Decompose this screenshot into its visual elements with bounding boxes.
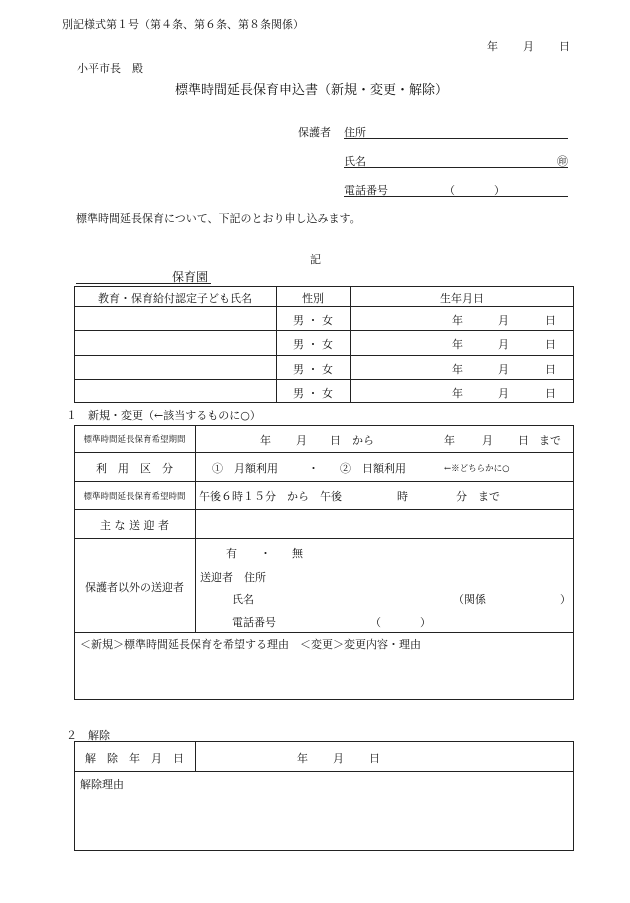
time-label: 標準時間延長保育希望時間 xyxy=(83,492,186,502)
period-year-1: 年 xyxy=(260,434,271,447)
other-yes[interactable]: 有 xyxy=(226,547,237,560)
birth-year-1: 年 xyxy=(452,314,463,327)
other-phone-open: （ xyxy=(370,616,381,629)
header-gender: 性別 xyxy=(302,292,324,305)
period-day-2: 日 xyxy=(518,434,529,447)
other-phone-close: ） xyxy=(420,616,431,629)
cancel-date-label: 解 除 年 月 日 xyxy=(85,752,184,765)
birth-day-1: 日 xyxy=(545,314,556,327)
section2-title: ２ 解除 xyxy=(66,729,110,742)
intro-text: 標準時間延長保育について、下記のとおり申し込みます。 xyxy=(76,212,361,225)
other-escort-phone: 電話番号 xyxy=(232,616,276,629)
reason-input[interactable] xyxy=(77,652,571,698)
other-relation-close: ） xyxy=(560,593,571,606)
cancel-reason-input[interactable] xyxy=(77,792,571,848)
ki-heading: 記 xyxy=(310,253,321,266)
birth-day-2: 日 xyxy=(545,338,556,351)
period-until: まで xyxy=(539,434,561,447)
cancel-year: 年 xyxy=(297,752,308,765)
other-escort-name: 氏名 xyxy=(232,593,254,606)
child-name-input-1[interactable] xyxy=(77,308,275,329)
guardian-name-label: 氏名 xyxy=(344,155,366,168)
guardian-name-field[interactable] xyxy=(344,153,568,168)
guardian-phone-label: 電話番号 xyxy=(344,184,388,197)
cancel-month: 月 xyxy=(333,752,344,765)
other-escort-label: 保護者以外の送迎者 xyxy=(85,581,184,594)
period-month-1: 月 xyxy=(296,434,307,447)
cancel-day: 日 xyxy=(369,752,380,765)
other-relation-open: （関係 xyxy=(453,593,486,606)
usage-option-daily[interactable]: ② 日額利用 xyxy=(340,462,406,475)
usage-note: ←※どちらかに○ xyxy=(444,464,510,474)
nursery-suffix: 保育園 xyxy=(172,270,209,284)
time-hour: 時 xyxy=(397,490,408,503)
birth-year-2: 年 xyxy=(452,338,463,351)
seal-mark: ㊞ xyxy=(557,155,568,168)
time-start: 午後６時１５分 から 午後 xyxy=(199,490,342,503)
guardian-address-field[interactable] xyxy=(344,124,568,139)
birth-year-3: 年 xyxy=(452,363,463,376)
escort-label: 主 な 送 迎 者 xyxy=(100,519,169,532)
period-from: から xyxy=(352,434,374,447)
gender-choice-4[interactable]: 男 ・ 女 xyxy=(293,387,333,400)
birth-day-4: 日 xyxy=(545,387,556,400)
usage-separator: ・ xyxy=(308,462,319,475)
period-month-2: 月 xyxy=(482,434,493,447)
page-title: 標準時間延長保育申込書（新規・変更・解除） xyxy=(175,83,449,98)
cancel-reason-label: 解除理由 xyxy=(80,778,124,791)
nursery-name-field[interactable] xyxy=(76,267,211,284)
birth-month-2: 月 xyxy=(498,338,509,351)
guardian-phone-field[interactable] xyxy=(344,182,568,197)
child-name-input-2[interactable] xyxy=(77,332,275,353)
child-name-input-3[interactable] xyxy=(77,357,275,378)
escort-input[interactable] xyxy=(198,511,572,536)
guardian-label: 保護者 xyxy=(298,126,331,139)
gender-choice-1[interactable]: 男 ・ 女 xyxy=(293,314,333,327)
period-year-2: 年 xyxy=(444,434,455,447)
gender-choice-3[interactable]: 男 ・ 女 xyxy=(293,363,333,376)
usage-label: 利 用 区 分 xyxy=(96,462,173,475)
header-birthdate: 生年月日 xyxy=(440,292,484,305)
birth-month-3: 月 xyxy=(498,363,509,376)
phone-paren-open: （ xyxy=(444,184,455,197)
date-day-label: 日 xyxy=(559,40,570,53)
other-separator: ・ xyxy=(260,547,271,560)
section1-title: １ 新規・変更（←該当するものに○） xyxy=(66,409,261,422)
time-minute: 分 まで xyxy=(456,490,500,503)
other-no[interactable]: 無 xyxy=(292,547,303,560)
guardian-address-label: 住所 xyxy=(344,126,366,139)
addressee: 小平市長 殿 xyxy=(77,62,143,75)
usage-option-monthly[interactable]: ① 月額利用 xyxy=(212,462,278,475)
child-name-input-4[interactable] xyxy=(77,381,275,402)
birth-month-4: 月 xyxy=(498,387,509,400)
period-label: 標準時間延長保育希望期間 xyxy=(83,435,186,445)
reason-label: ＜新規＞標準時間延長保育を希望する理由 ＜変更＞変更内容・理由 xyxy=(80,638,421,651)
gender-choice-2[interactable]: 男 ・ 女 xyxy=(293,338,333,351)
date-month-label: 月 xyxy=(523,40,534,53)
other-escort-address: 送迎者 住所 xyxy=(200,571,266,584)
birth-day-3: 日 xyxy=(545,363,556,376)
birth-year-4: 年 xyxy=(452,387,463,400)
form-number: 別記様式第１号（第４条、第６条、第８条関係） xyxy=(62,18,304,31)
birth-month-1: 月 xyxy=(498,314,509,327)
phone-paren-close: ） xyxy=(494,184,505,197)
period-day-1: 日 xyxy=(330,434,341,447)
date-year-label: 年 xyxy=(487,40,498,53)
header-child-name: 教育・保育給付認定子ども氏名 xyxy=(98,292,252,305)
